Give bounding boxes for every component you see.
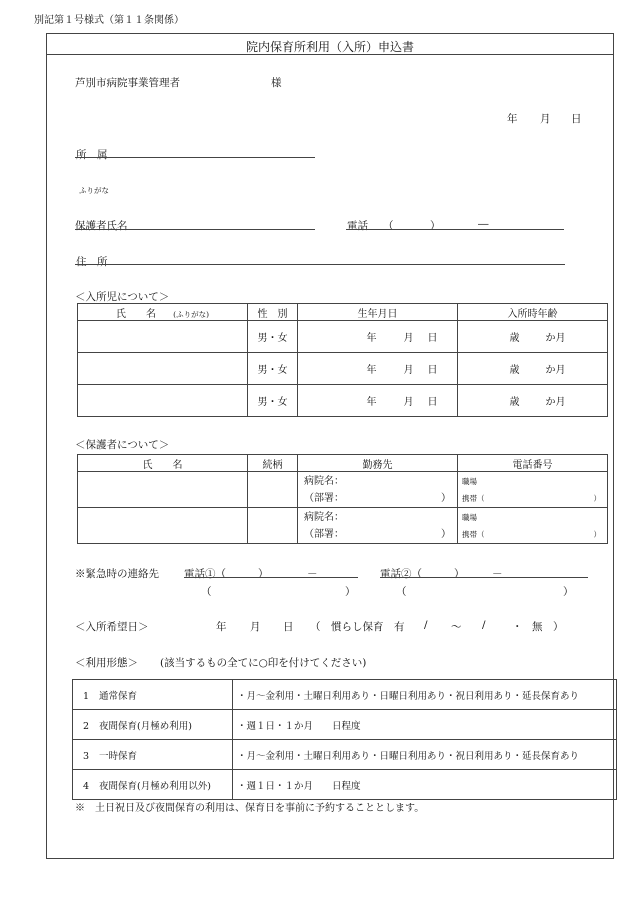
child-age-cell[interactable] [458, 385, 608, 417]
adjust-slash-2: / [482, 619, 486, 631]
dob-month: 月 [403, 397, 414, 408]
child-section-title: ＜入所児について＞ [75, 291, 170, 303]
table-row [73, 770, 617, 800]
child-name-cell[interactable] [78, 385, 248, 417]
usage-type-cell[interactable] [73, 770, 233, 800]
table-row [78, 472, 608, 508]
child-age-cell[interactable] [458, 353, 608, 385]
guardian-relation-cell[interactable] [248, 508, 298, 544]
affiliation-field[interactable] [75, 157, 315, 158]
dept-label: （部署： [304, 492, 344, 504]
guardian-name-header: 氏 名 [78, 455, 248, 472]
table-row [73, 680, 617, 710]
guardian-phone-field[interactable] [346, 229, 564, 230]
usage-table [72, 679, 617, 800]
guardian-workplace-header: 勤務先 [298, 455, 458, 472]
usage-type: 夜間保育(月極め利用) [99, 720, 192, 732]
guardian-name-cell[interactable] [78, 472, 248, 508]
table-row [78, 353, 608, 385]
guardian-relation-header: 続柄 [248, 455, 298, 472]
age-years: 歳 [509, 333, 520, 344]
emergency-phone2-close: ） [454, 568, 465, 580]
phone-open: （ [383, 220, 394, 232]
furigana-label: ふりがな [79, 186, 109, 195]
guardian-table [77, 454, 608, 544]
emergency-name1-open: （ [201, 586, 212, 598]
usage-section-title: ＜利用形態＞ [75, 657, 138, 669]
usage-type-cell[interactable] [73, 710, 233, 740]
form-title: 院内保育所利用（入所）申込書 [245, 40, 414, 54]
child-table [77, 303, 608, 417]
table-row [73, 710, 617, 740]
usage-type: 一時保育 [99, 750, 138, 762]
child-name-cell[interactable] [78, 321, 248, 353]
age-months: か月 [545, 397, 566, 408]
adjust-none: 無 ） [532, 621, 564, 633]
guardian-phone-cell[interactable] [458, 508, 608, 544]
table-row [78, 385, 608, 417]
child-dob-header: 生年月日 [298, 304, 458, 321]
form-reference: 別記第１号様式（第１１条関係） [34, 15, 184, 26]
adjust-tilde: ～ [451, 621, 462, 633]
child-furigana-header: (ふりがな) [173, 309, 210, 319]
age-months: か月 [545, 333, 566, 344]
age-years: 歳 [509, 365, 520, 376]
affiliation-label: 所 属 [76, 149, 108, 161]
emergency-name2-open: （ [396, 586, 407, 598]
addressee-honorific: 様 [271, 77, 282, 89]
usage-type-cell[interactable] [73, 680, 233, 710]
desired-year: 年 [216, 621, 227, 633]
emergency-phone1-close: ） [258, 568, 269, 580]
child-name-header-text: 氏 名 [115, 308, 156, 320]
hospital-label: 病院名： [304, 475, 344, 487]
address-field[interactable] [75, 264, 565, 265]
date-year: 年 [507, 113, 518, 125]
adjustment-childcare: （ 慣らし保育 有 [310, 621, 405, 633]
dob-year: 年 [366, 365, 377, 376]
child-name-header [78, 304, 248, 321]
desired-date-label: ＜入所希望日＞ [75, 621, 149, 633]
emergency-phone1-dash: － [307, 568, 318, 580]
usage-type: 通常保育 [99, 690, 138, 702]
table-row [73, 740, 617, 770]
usage-type-cell[interactable] [73, 740, 233, 770]
guardian-section-title: ＜保護者について＞ [75, 439, 170, 451]
child-dob-cell[interactable] [298, 385, 458, 417]
footnote: ※ 土日祝日及び夜間保育の利用は、保育日を事前に予約することとします。 [75, 803, 425, 814]
usage-detail-cell[interactable]: ・月～金利用・土曜日利用あり・日曜日利用あり・祝日利用あり・延長保育あり [233, 740, 617, 770]
child-name-cell[interactable] [78, 353, 248, 385]
child-age-header: 入所時年齢 [458, 304, 608, 321]
guardian-name-field[interactable] [75, 229, 315, 230]
dob-day: 日 [427, 333, 438, 344]
dob-month: 月 [403, 333, 414, 344]
mobile-phone-label: 携帯（ [462, 493, 485, 503]
emergency-phone2-field[interactable] [380, 577, 588, 578]
mobile-close: ） [593, 529, 601, 539]
work-phone-label: 職場 [462, 512, 477, 522]
dept-label: （部署： [304, 528, 344, 540]
dept-close: ） [441, 528, 451, 540]
usage-type: 夜間保育(月極め利用以外) [99, 780, 211, 792]
guardian-workplace-cell[interactable] [298, 472, 458, 508]
child-dob-cell[interactable] [298, 353, 458, 385]
usage-detail-cell[interactable]: ・月～金利用・土曜日利用あり・日曜日利用あり・祝日利用あり・延長保育あり [233, 680, 617, 710]
usage-detail-cell[interactable]: ・週１日・１か月 日程度 [233, 770, 617, 800]
usage-detail-cell[interactable]: ・週１日・１か月 日程度 [233, 710, 617, 740]
hospital-label: 病院名： [304, 511, 344, 523]
mobile-phone-label: 携帯（ [462, 529, 485, 539]
adjust-dot: ・ [512, 621, 523, 633]
dob-year: 年 [366, 333, 377, 344]
dob-month: 月 [403, 365, 414, 376]
age-years: 歳 [509, 397, 520, 408]
child-sex-cell[interactable]: 男・女 [248, 385, 298, 417]
emergency-name1-close: ） [345, 586, 356, 598]
usage-number: 3 [83, 750, 90, 762]
usage-number: 4 [83, 780, 90, 792]
emergency-phone2-dash: － [492, 568, 503, 580]
date-day: 日 [571, 113, 582, 125]
guardian-phone-header: 電話番号 [458, 455, 608, 472]
child-sex-cell[interactable]: 男・女 [248, 321, 298, 353]
emergency-phone2-label: 電話②（ [380, 568, 422, 580]
guardian-name-cell[interactable] [78, 508, 248, 544]
phone-dash: ― [478, 218, 489, 230]
adjust-slash-1: / [424, 619, 428, 631]
phone-label: 電話 [347, 220, 368, 232]
usage-number: 1 [83, 690, 90, 702]
dob-year: 年 [366, 397, 377, 408]
guardian-name-label: 保護者氏名 [75, 220, 128, 232]
usage-number: 2 [83, 720, 90, 732]
dept-close: ） [441, 492, 451, 504]
age-months: か月 [545, 365, 566, 376]
addressee-org: 芦別市病院事業管理者 [75, 77, 180, 89]
date-month: 月 [540, 113, 551, 125]
phone-close: ） [430, 220, 441, 232]
guardian-phone-cell[interactable] [458, 472, 608, 508]
child-sex-cell[interactable]: 男・女 [248, 353, 298, 385]
child-dob-cell[interactable] [298, 321, 458, 353]
title-divider [46, 54, 614, 55]
address-label: 住 所 [76, 256, 108, 268]
desired-day: 日 [283, 621, 294, 633]
dob-day: 日 [427, 397, 438, 408]
table-row [78, 508, 608, 544]
child-age-cell[interactable] [458, 321, 608, 353]
emergency-phone1-label: 電話①（ [184, 568, 226, 580]
dob-day: 日 [427, 365, 438, 376]
emergency-name2-close: ） [563, 586, 574, 598]
emergency-label: ※緊急時の連絡先 [75, 568, 159, 580]
child-sex-header: 性 別 [248, 304, 298, 321]
work-phone-label: 職場 [462, 476, 477, 486]
guardian-workplace-cell[interactable] [298, 508, 458, 544]
emergency-phone1-field[interactable] [184, 577, 358, 578]
usage-note: (該当するもの全てに○印を付けてください) [160, 657, 367, 669]
mobile-close: ） [593, 493, 601, 503]
table-row [78, 321, 608, 353]
desired-month: 月 [250, 621, 261, 633]
guardian-relation-cell[interactable] [248, 472, 298, 508]
